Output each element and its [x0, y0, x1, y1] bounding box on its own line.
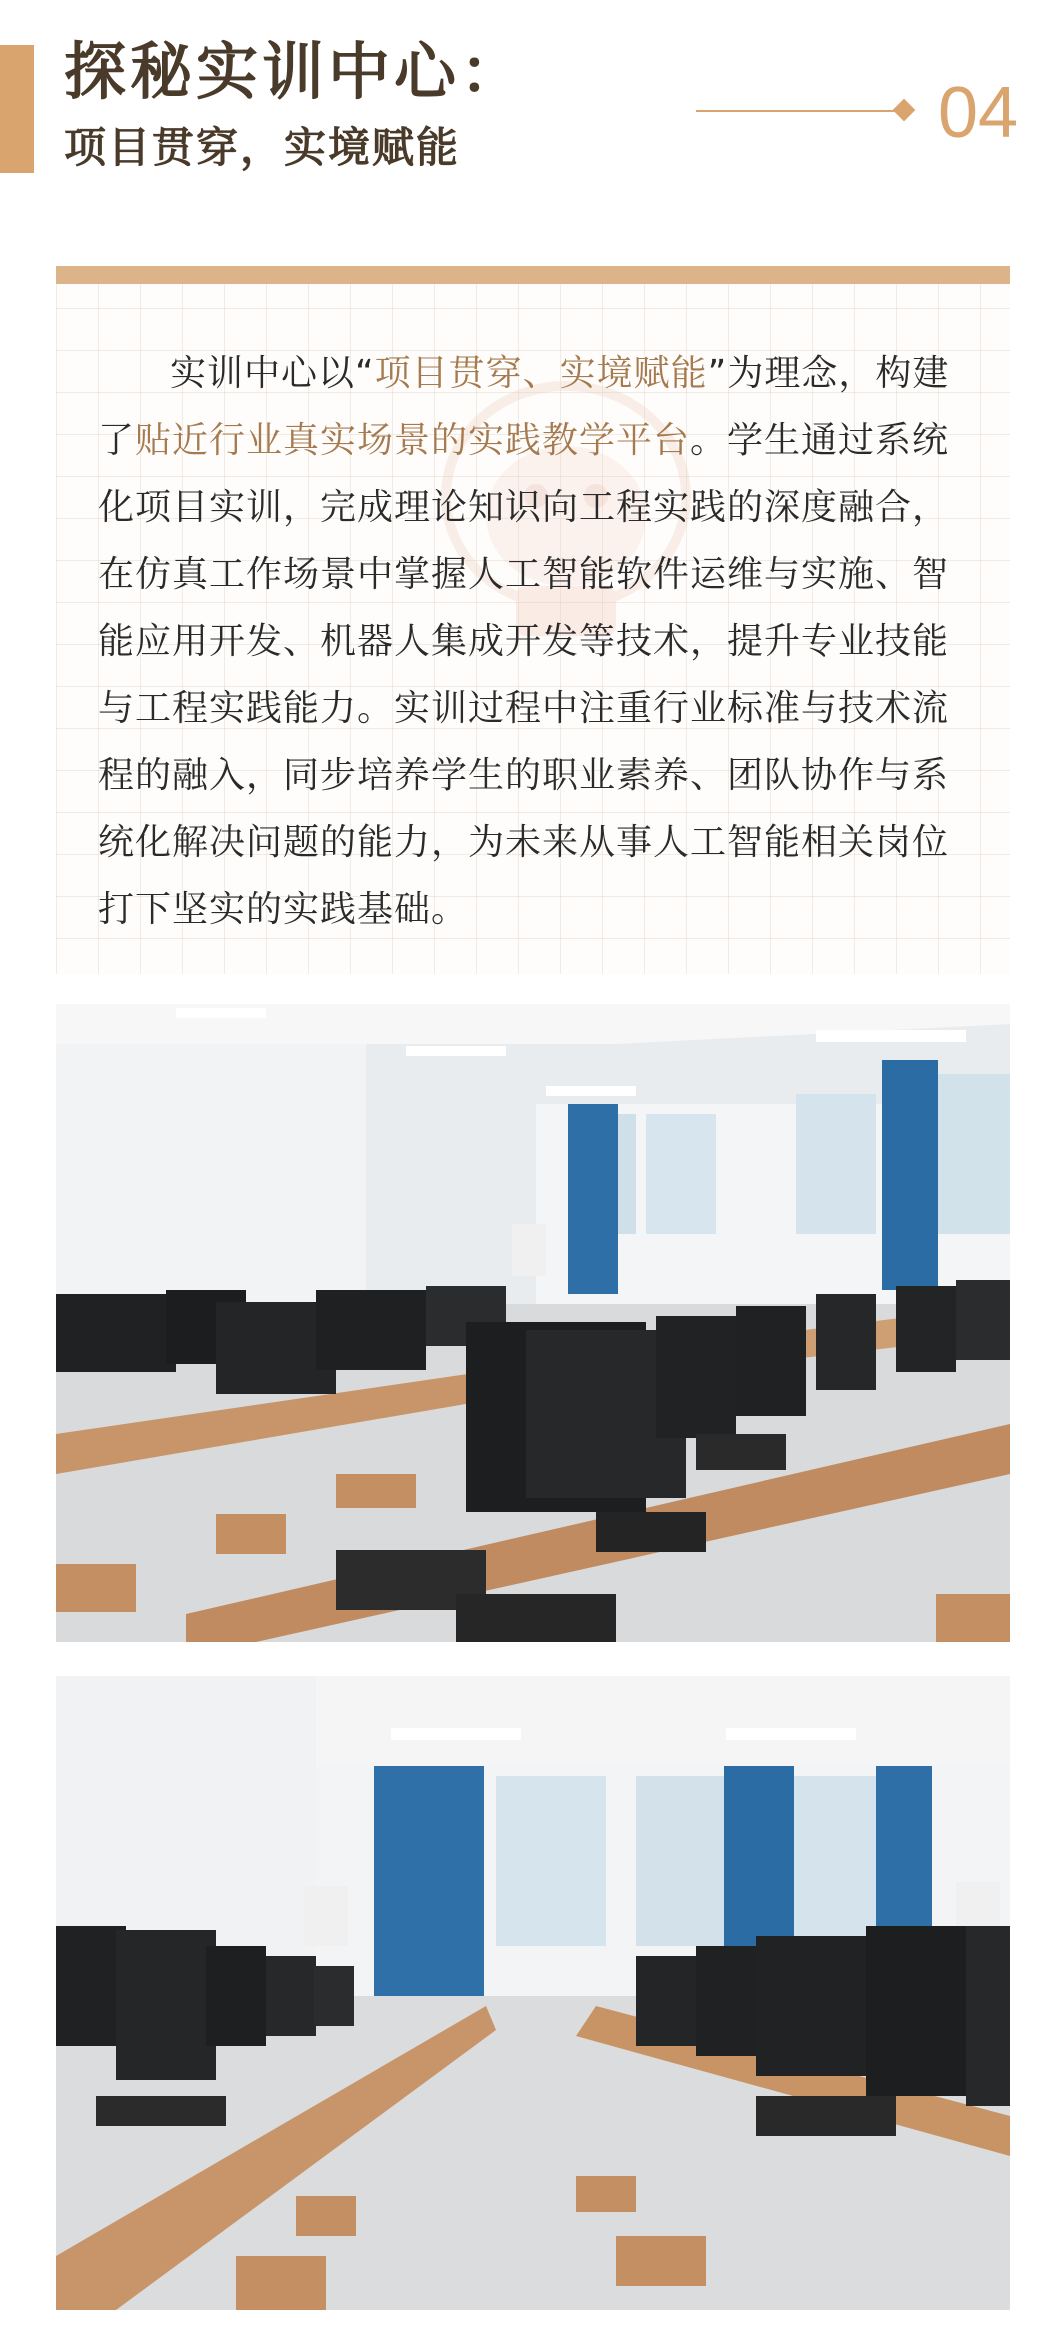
intro-highlight-2: 贴近行业真实场景的实践教学平台 [135, 420, 691, 461]
intro-segment: 。学生通过系统化项目实训，完成理论知识向工程实践的深度融合，在仿真工作场景中掌握人工智能软件运维与实施、智能应用开发、机器人集成开发等技术，提升专业技能与工程实践能力。实训过程中注重行业标准与技术流程的融入，同步培养学生的职业素养、团队协作与系统化解决问题的能力，为未来从事人工智能相关岗位打下坚实的实践基础。 [98, 420, 950, 930]
lab-photo-1 [56, 1004, 1010, 1642]
card-top-bar [56, 266, 1010, 284]
lab-photo-2 [56, 1676, 1010, 2310]
page-title: 探秘实训中心： [64, 35, 527, 108]
intro-highlight-1: 项目贯穿、实境赋能 [374, 353, 708, 394]
title-accent-bar [0, 45, 34, 173]
section-number: 04 [938, 73, 1019, 153]
diamond-icon [893, 99, 916, 122]
intro-paragraph [98, 340, 970, 943]
intro-card [56, 266, 1010, 974]
page-subtitle: 项目贯穿，实境赋能 [64, 123, 461, 172]
intro-segment: 实训中心以“ [170, 353, 375, 394]
decorative-line [696, 110, 904, 112]
intro-segment: ”为理念，构建了 [98, 353, 950, 461]
